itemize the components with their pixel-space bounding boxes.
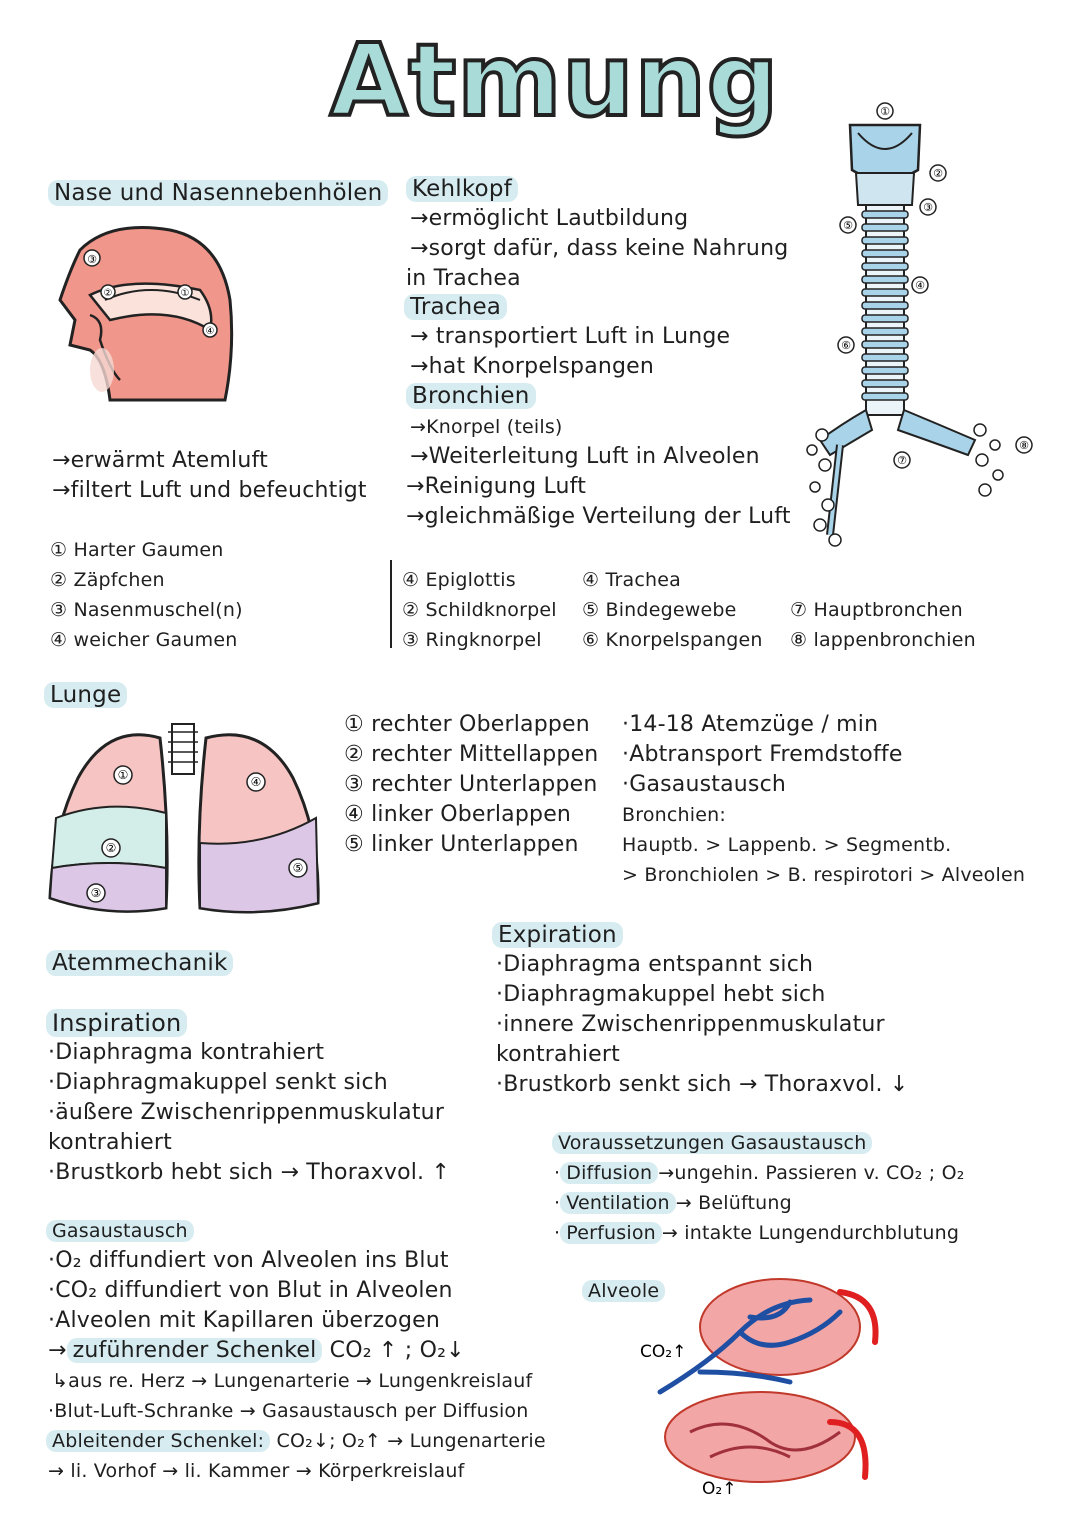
- trachea-legende-3-1: ⑦ Hauptbronchen: [790, 599, 963, 621]
- bronchien-line-2: →Weiterleitung Luft in Alveolen: [410, 444, 760, 469]
- trachea-legende-3-2: ⑧ lappenbronchien: [790, 629, 976, 651]
- expiration-line-1: ·Diaphragma entspannt sich: [496, 952, 814, 977]
- kehlkopf-line-3: in Trachea: [406, 266, 521, 291]
- lung-marker-5: ⑤: [292, 861, 304, 875]
- expiration-line-2: ·Diaphragmakuppel hebt sich: [496, 982, 826, 1007]
- gasaustausch-line-3: ·Alveolen mit Kapillaren überzogen: [48, 1308, 440, 1333]
- ableitender-schenkel: Ableitender Schenkel: CO₂↓; O₂↑ → Lungenarterie: [46, 1426, 546, 1456]
- nase-heading: Nase und Nasennebenhölen: [48, 178, 388, 208]
- alveole-diagram: [640, 1272, 900, 1502]
- lung-marker-3: ③: [90, 886, 102, 900]
- gasaustausch-line-1: ·O₂ diffundiert von Alveolen ins Blut: [48, 1248, 449, 1273]
- lunge-fakt-1: ·14-18 Atemzüge / min: [622, 712, 879, 737]
- legend-separator: [390, 560, 392, 648]
- trachea-legende-2-3: ⑥ Knorpelspangen: [582, 629, 763, 651]
- gasaustausch-line-herz: ↳aus re. Herz → Lungenarterie → Lungenkreislauf: [52, 1370, 533, 1392]
- trachea-legende-1-2: ② Schildknorpel: [402, 599, 557, 621]
- gasaustausch-line-last: → li. Vorhof → li. Kammer → Körperkreislauf: [48, 1460, 465, 1482]
- trachea-marker-6: ⑥: [841, 339, 851, 352]
- lunge-fakt-3: ·Gasaustausch: [622, 772, 787, 797]
- nase-legende-1: ① Harter Gaumen: [50, 539, 224, 561]
- bronchien-line-1: →Knorpel (teils): [410, 416, 563, 438]
- inspiration-line-3: ·äußere Zwischenrippenmuskulatur: [48, 1100, 445, 1125]
- bronchien-line-4: →gleichmäßige Verteilung der Luft: [406, 504, 791, 529]
- trachea-line-1: → transportiert Luft in Lunge: [410, 324, 731, 349]
- lung-marker-4: ④: [250, 775, 262, 789]
- gasaustausch-line-2: ·CO₂ diffundiert von Blut in Alveolen: [48, 1278, 453, 1303]
- lunge-lappen-3: ③ rechter Unterlappen: [344, 772, 598, 797]
- trachea-legende-2-1: ④ Trachea: [582, 569, 681, 591]
- nase-funktion-2: →filtert Luft und befeuchtigt: [52, 478, 367, 503]
- kehlkopf-line-1: →ermöglicht Lautbildung: [410, 206, 689, 231]
- lung-marker-1: ①: [117, 768, 129, 782]
- zufuehrender-schenkel: → zuführender Schenkel CO₂ ↑ ; O₂↓: [48, 1338, 465, 1363]
- voraussetzungen-heading: Voraussetzungen Gasaustausch: [552, 1128, 872, 1158]
- bronchien-heading: Bronchien: [406, 381, 536, 411]
- trachea-marker-1: ①: [880, 105, 890, 118]
- expiration-line-5: ·Brustkorb senkt sich → Thoraxvol. ↓: [496, 1072, 909, 1097]
- lunge-lappen-4: ④ linker Oberlappen: [344, 802, 572, 827]
- alveole-o2: O₂↑: [702, 1479, 737, 1499]
- trachea-legende-2-2: ⑤ Bindegewebe: [582, 599, 737, 621]
- expiration-line-3: ·innere Zwischenrippenmuskulatur: [496, 1012, 885, 1037]
- trachea-marker-7: ⑦: [897, 454, 907, 467]
- nose-label-4: ④: [205, 326, 215, 337]
- page-title: Atmung: [330, 22, 780, 139]
- lunge-fakt-6: > Bronchiolen > B. respirotori > Alveolen: [622, 864, 1026, 886]
- trachea-line-2: →hat Knorpelspangen: [410, 354, 655, 379]
- trachea-diagram: [800, 95, 1040, 555]
- lung-marker-2: ②: [105, 841, 117, 855]
- bronchien-line-3: →Reinigung Luft: [406, 474, 587, 499]
- gasaustausch-heading: Gasaustausch: [46, 1216, 194, 1246]
- trachea-marker-8: ⑧: [1019, 439, 1029, 452]
- nase-funktion-1: →erwärmt Atemluft: [52, 448, 268, 473]
- lunge-heading: Lunge: [44, 680, 127, 710]
- trachea-marker-4: ④: [915, 279, 925, 292]
- nose-label-3: ③: [87, 253, 97, 266]
- nose-label-2: ②: [103, 288, 113, 299]
- inspiration-line-4: kontrahiert: [48, 1130, 172, 1155]
- trachea-marker-3: ③: [923, 201, 933, 214]
- voraussetzung-3: · Perfusion → intakte Lungendurchblutung: [554, 1222, 960, 1244]
- voraussetzung-1: · Diffusion →ungehin. Passieren v. CO₂ ; O₂: [554, 1162, 965, 1184]
- atemmechanik-heading: Atemmechanik: [46, 948, 233, 978]
- nose-head-diagram: [50, 220, 240, 410]
- lunge-lappen-2: ② rechter Mittellappen: [344, 742, 599, 767]
- lunge-lappen-1: ① rechter Oberlappen: [344, 712, 590, 737]
- trachea-legende-1-3: ③ Ringknorpel: [402, 629, 542, 651]
- nose-label-1: ①: [180, 288, 190, 299]
- nase-legende-4: ④ weicher Gaumen: [50, 629, 238, 651]
- nase-legende-2: ② Zäpfchen: [50, 569, 165, 591]
- lung-diagram: [48, 718, 328, 918]
- lunge-lappen-5: ⑤ linker Unterlappen: [344, 832, 579, 857]
- inspiration-heading: Inspiration: [46, 1008, 187, 1038]
- lunge-fakt-4: Bronchien:: [622, 804, 726, 826]
- lunge-fakt-5: Hauptb. > Lappenb. > Segmentb.: [622, 834, 952, 856]
- inspiration-line-2: ·Diaphragmakuppel senkt sich: [48, 1070, 388, 1095]
- trachea-heading: Trachea: [404, 292, 507, 322]
- inspiration-line-5: ·Brustkorb hebt sich → Thoraxvol. ↑: [48, 1160, 451, 1185]
- kehlkopf-heading: Kehlkopf: [406, 174, 518, 204]
- alveole-heading: Alveole: [582, 1276, 665, 1306]
- nase-legende-3: ③ Nasenmuschel(n): [50, 599, 243, 621]
- alveole-co2: CO₂↑: [640, 1342, 687, 1362]
- inspiration-line-1: ·Diaphragma kontrahiert: [48, 1040, 325, 1065]
- gasaustausch-line-blut: ·Blut-Luft-Schranke → Gasaustausch per Diffusion: [48, 1400, 529, 1422]
- lunge-fakt-2: ·Abtransport Fremdstoffe: [622, 742, 903, 767]
- expiration-heading: Expiration: [492, 920, 623, 950]
- kehlkopf-line-2: →sorgt dafür, dass keine Nahrung: [410, 236, 789, 261]
- voraussetzung-2: · Ventilation → Belüftung: [554, 1192, 792, 1214]
- expiration-line-4: kontrahiert: [496, 1042, 620, 1067]
- trachea-marker-5: ⑤: [843, 219, 853, 232]
- trachea-marker-2: ②: [933, 167, 943, 180]
- trachea-legende-1-1: ④ Epiglottis: [402, 569, 516, 591]
